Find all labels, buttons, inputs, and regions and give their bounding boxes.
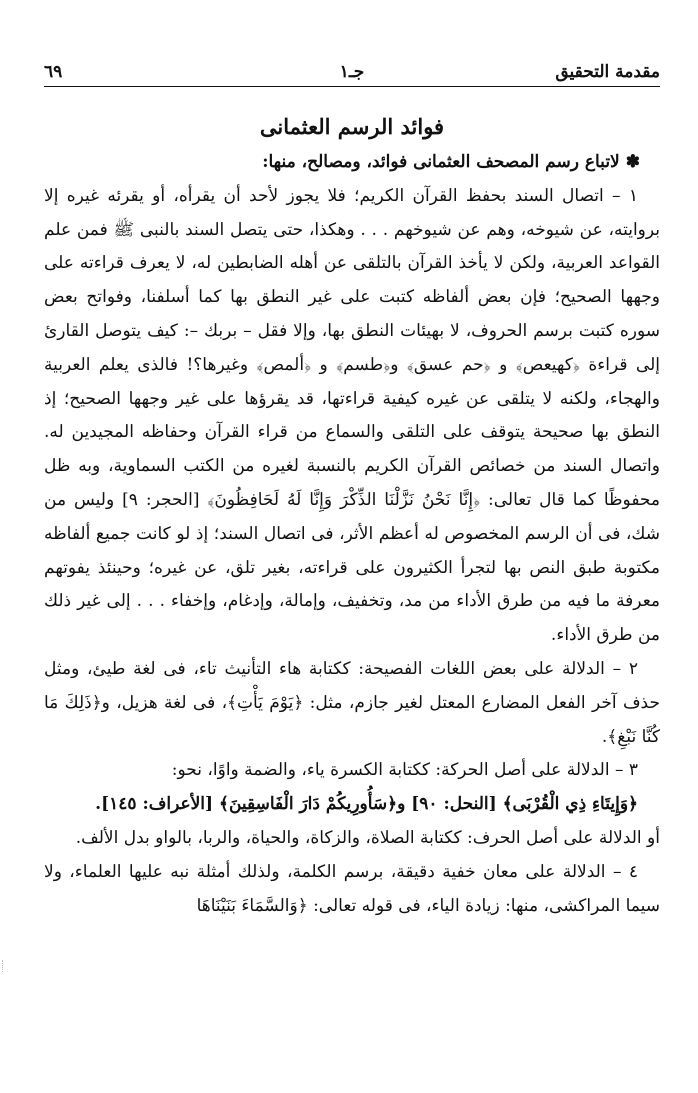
paragraph-3: ٣ – الدلالة على أصل الحركة: ككتابة الكسرة ياء، والضمة واوًا، نحو: xyxy=(171,760,638,781)
margin-smudge xyxy=(2,960,29,972)
intro-text: لاتباع رسم المصحف العثمانى فوائد، ومصالح، منها: xyxy=(262,152,620,172)
paragraph-2: ٢ – الدلالة على بعض اللغات الفصيحة: ككتابة هاء التأنيث تاء، فى لغة طيئ، ومثل حذف آخر الفعل المضارع المعتل لغير جازم، مثل: ﴿يَوْمَ يَأْتِ﴾، فى لغة هزيل، و﴿ذَلِكَ مَا كُنَّا نَبْغِ﴾. xyxy=(44,658,660,747)
paragraph-3-continued: أو الدلالة على أصل الحرف: ككتابة الصلاة، والزكاة، والحياة، والربا، بالواو بدل الألف. xyxy=(75,827,660,848)
asterisk-icon: ✽ xyxy=(625,152,640,172)
header-section-title: مقدمة التحقيق xyxy=(555,62,660,82)
intro-line xyxy=(44,146,640,180)
header-volume: جـ١ xyxy=(339,62,365,82)
page-body xyxy=(44,110,660,923)
page-number: ٦٩ xyxy=(44,62,63,82)
section-title: فوائد الرسم العثمانى xyxy=(259,114,445,139)
paragraph-3-verses: ﴿وَإِيتَاءِ ذِي الْقُرْبَى﴾ [النحل: ٩٠] و﴿سَأُورِيكُمْ دَارَ الْفَاسِقِينَ﴾ [الأعراف: ١٤٥]. xyxy=(95,794,638,815)
paragraph-4: ٤ – الدلالة على معان خفية دقيقة، برسم الكلمة، ولذلك أمثلة نبه عليها العلماء، ولا سيما المراكشى، منها: زيادة الياء، فى قوله تعالى: ﴿وَالسَّمَاءَ بَنَيْنَاهَا xyxy=(44,861,660,916)
running-header xyxy=(44,56,660,87)
paragraph-1: ١ – اتصال السند بحفظ القرآن الكريم؛ فلا يجوز لأحد أن يقرأه، أو يقرئه غيره إلا بروايته، عن شيوخه، وهم عن شيوخهم . . . وهكذا، حتى يتصل السند بالنبى ﷺ فمن علم القواعد العربية، ولكن لا يأخذ القرآن بالتلقى عن أهله الضابطين له، لا يعرف قراءته على وجهها الصحيح؛ فإن بعض ألفاظه كتبت على غير النطق بها كما أسلفنا، وفواتح بعض سوره كتبت برسم الحروف، لا بهيئات النطق بها، وإلا فقل – بربك –: كيف يتوصل القارئ إلى قراءة ﴿كهيعص﴾ و ﴿حم عسق﴾ و﴿طسم﴾ و ﴿ألمص﴾ وغيرها؟! فالذى يعلم العربية والهجاء، ولكنه لا يتلقى عن غيره كيفية قراءتها، قد يقرؤها على غير وجهها الصحيح؛ إذ النطق بها صحيحة يتوقف على التلقى والسماع من قراء القرآن وحفاظه المجيدين له. واتصال السند من خصائص القرآن الكريم بالنسبة لغيره من الكتب السماوية، وبه ظل محفوظًا كما قال تعالى: ﴿إِنَّا نَحْنُ نَزَّلْنَا الذِّكْرَ وَإِنَّا لَهُ لَحَافِظُونَ﴾ [الحجر: ٩] وليس من شك، فى أن الرسم المخصوص له أعظم الأثر، فى اتصال السند؛ إذ لو كانت جميع ألفاظه مكتوبة طبق النص بها لتجرأ الكثيرون على قراءته، بغير تلق، عن غيره؛ وحينئذ يفوتهم معرفة ما فيه من طرق الأداء من مد، وتخفيف، وإمالة، وإدغام، وإخفاء . . . إلى غير ذلك من طرق الأداء. xyxy=(44,185,660,646)
